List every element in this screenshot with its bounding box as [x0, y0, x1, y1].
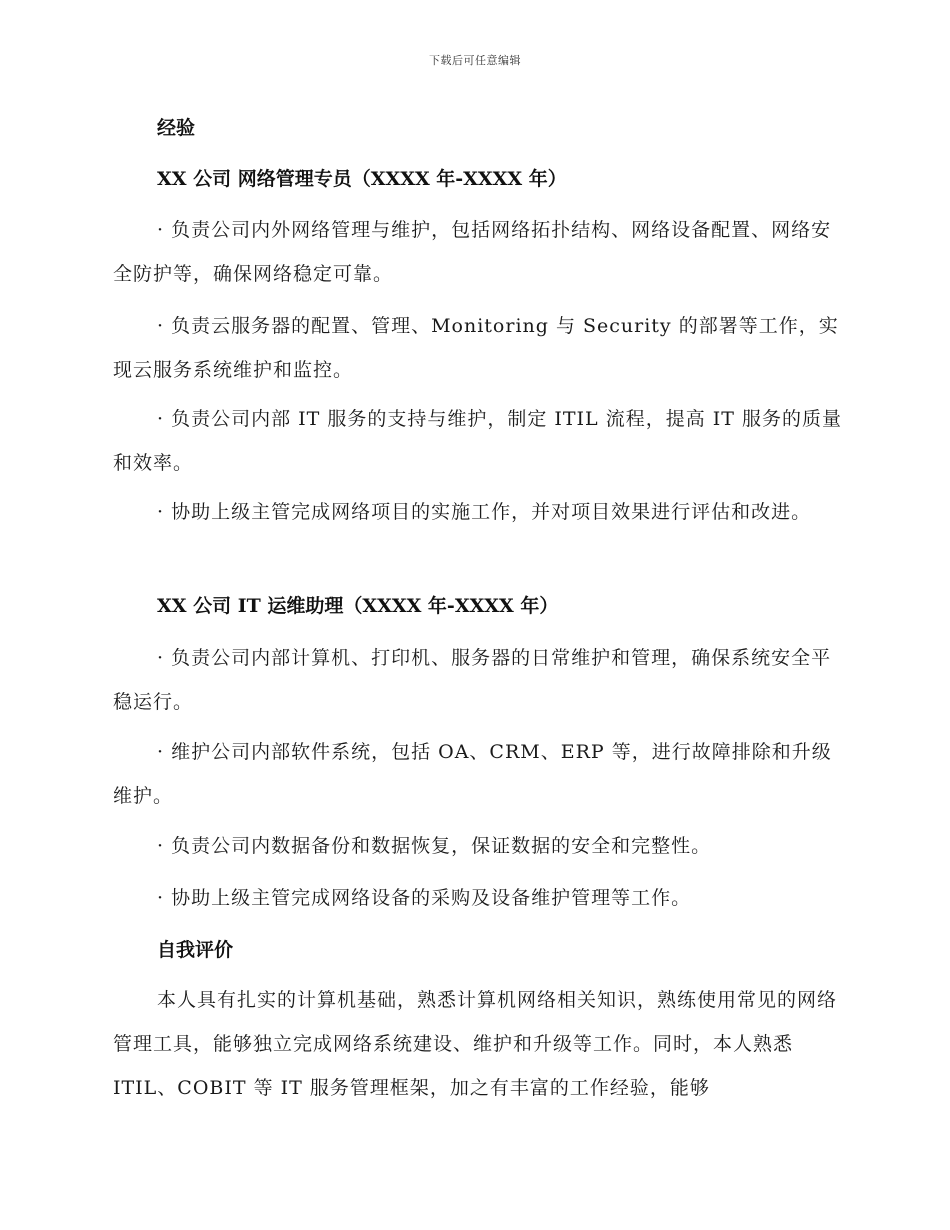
page-header: 下载后可任意编辑 [429, 54, 521, 67]
job1-bullet-4: · 协助上级主管完成网络项目的实施工作，并对项目效果进行评估和改进。 [157, 501, 812, 523]
job2-bullet-3: · 负责公司内数据备份和数据恢复，保证数据的安全和完整性。 [157, 835, 712, 857]
experience-heading: 经验 [157, 117, 196, 139]
job2-bullet-4: · 协助上级主管完成网络设备的采购及设备维护管理等工作。 [157, 887, 692, 909]
job2-bullet-1: · 负责公司内部计算机、打印机、服务器的日常维护和管理，确保系统安全平稳运行。 [113, 647, 832, 713]
self-evaluation-text: 本人具有扎实的计算机基础，熟悉计算机网络相关知识，熟练使用常见的网络管理工具，能够独立完成网络系统建设、维护和升级等工作。同时，本人熟悉 ITIL、COBIT 等 IT 服务管理框架，加之有丰富的工作经验，能够 [113, 989, 838, 1099]
job1-bullet-1: · 负责公司内外网络管理与维护，包括网络拓扑结构、网络设备配置、网络安全防护等，确保网络稳定可靠。 [113, 219, 832, 285]
job2-title: XX 公司 IT 运维助理（XXXX 年-XXXX 年） [157, 595, 559, 617]
job1-title: XX 公司 网络管理专员（XXXX 年-XXXX 年） [157, 168, 567, 190]
job2-bullet-2: · 维护公司内部软件系统，包括 OA、CRM、ERP 等，进行故障排除和升级维护。 [113, 741, 832, 807]
job1-bullet-3: · 负责公司内部 IT 服务的支持与维护，制定 ITIL 流程，提高 IT 服务的质量和效率。 [113, 408, 842, 474]
job1-bullet-2: · 负责云服务器的配置、管理、Monitoring 与 Security 的部署等工作，实现云服务系统维护和监控。 [113, 315, 839, 381]
self-evaluation-heading: 自我评价 [157, 939, 234, 961]
